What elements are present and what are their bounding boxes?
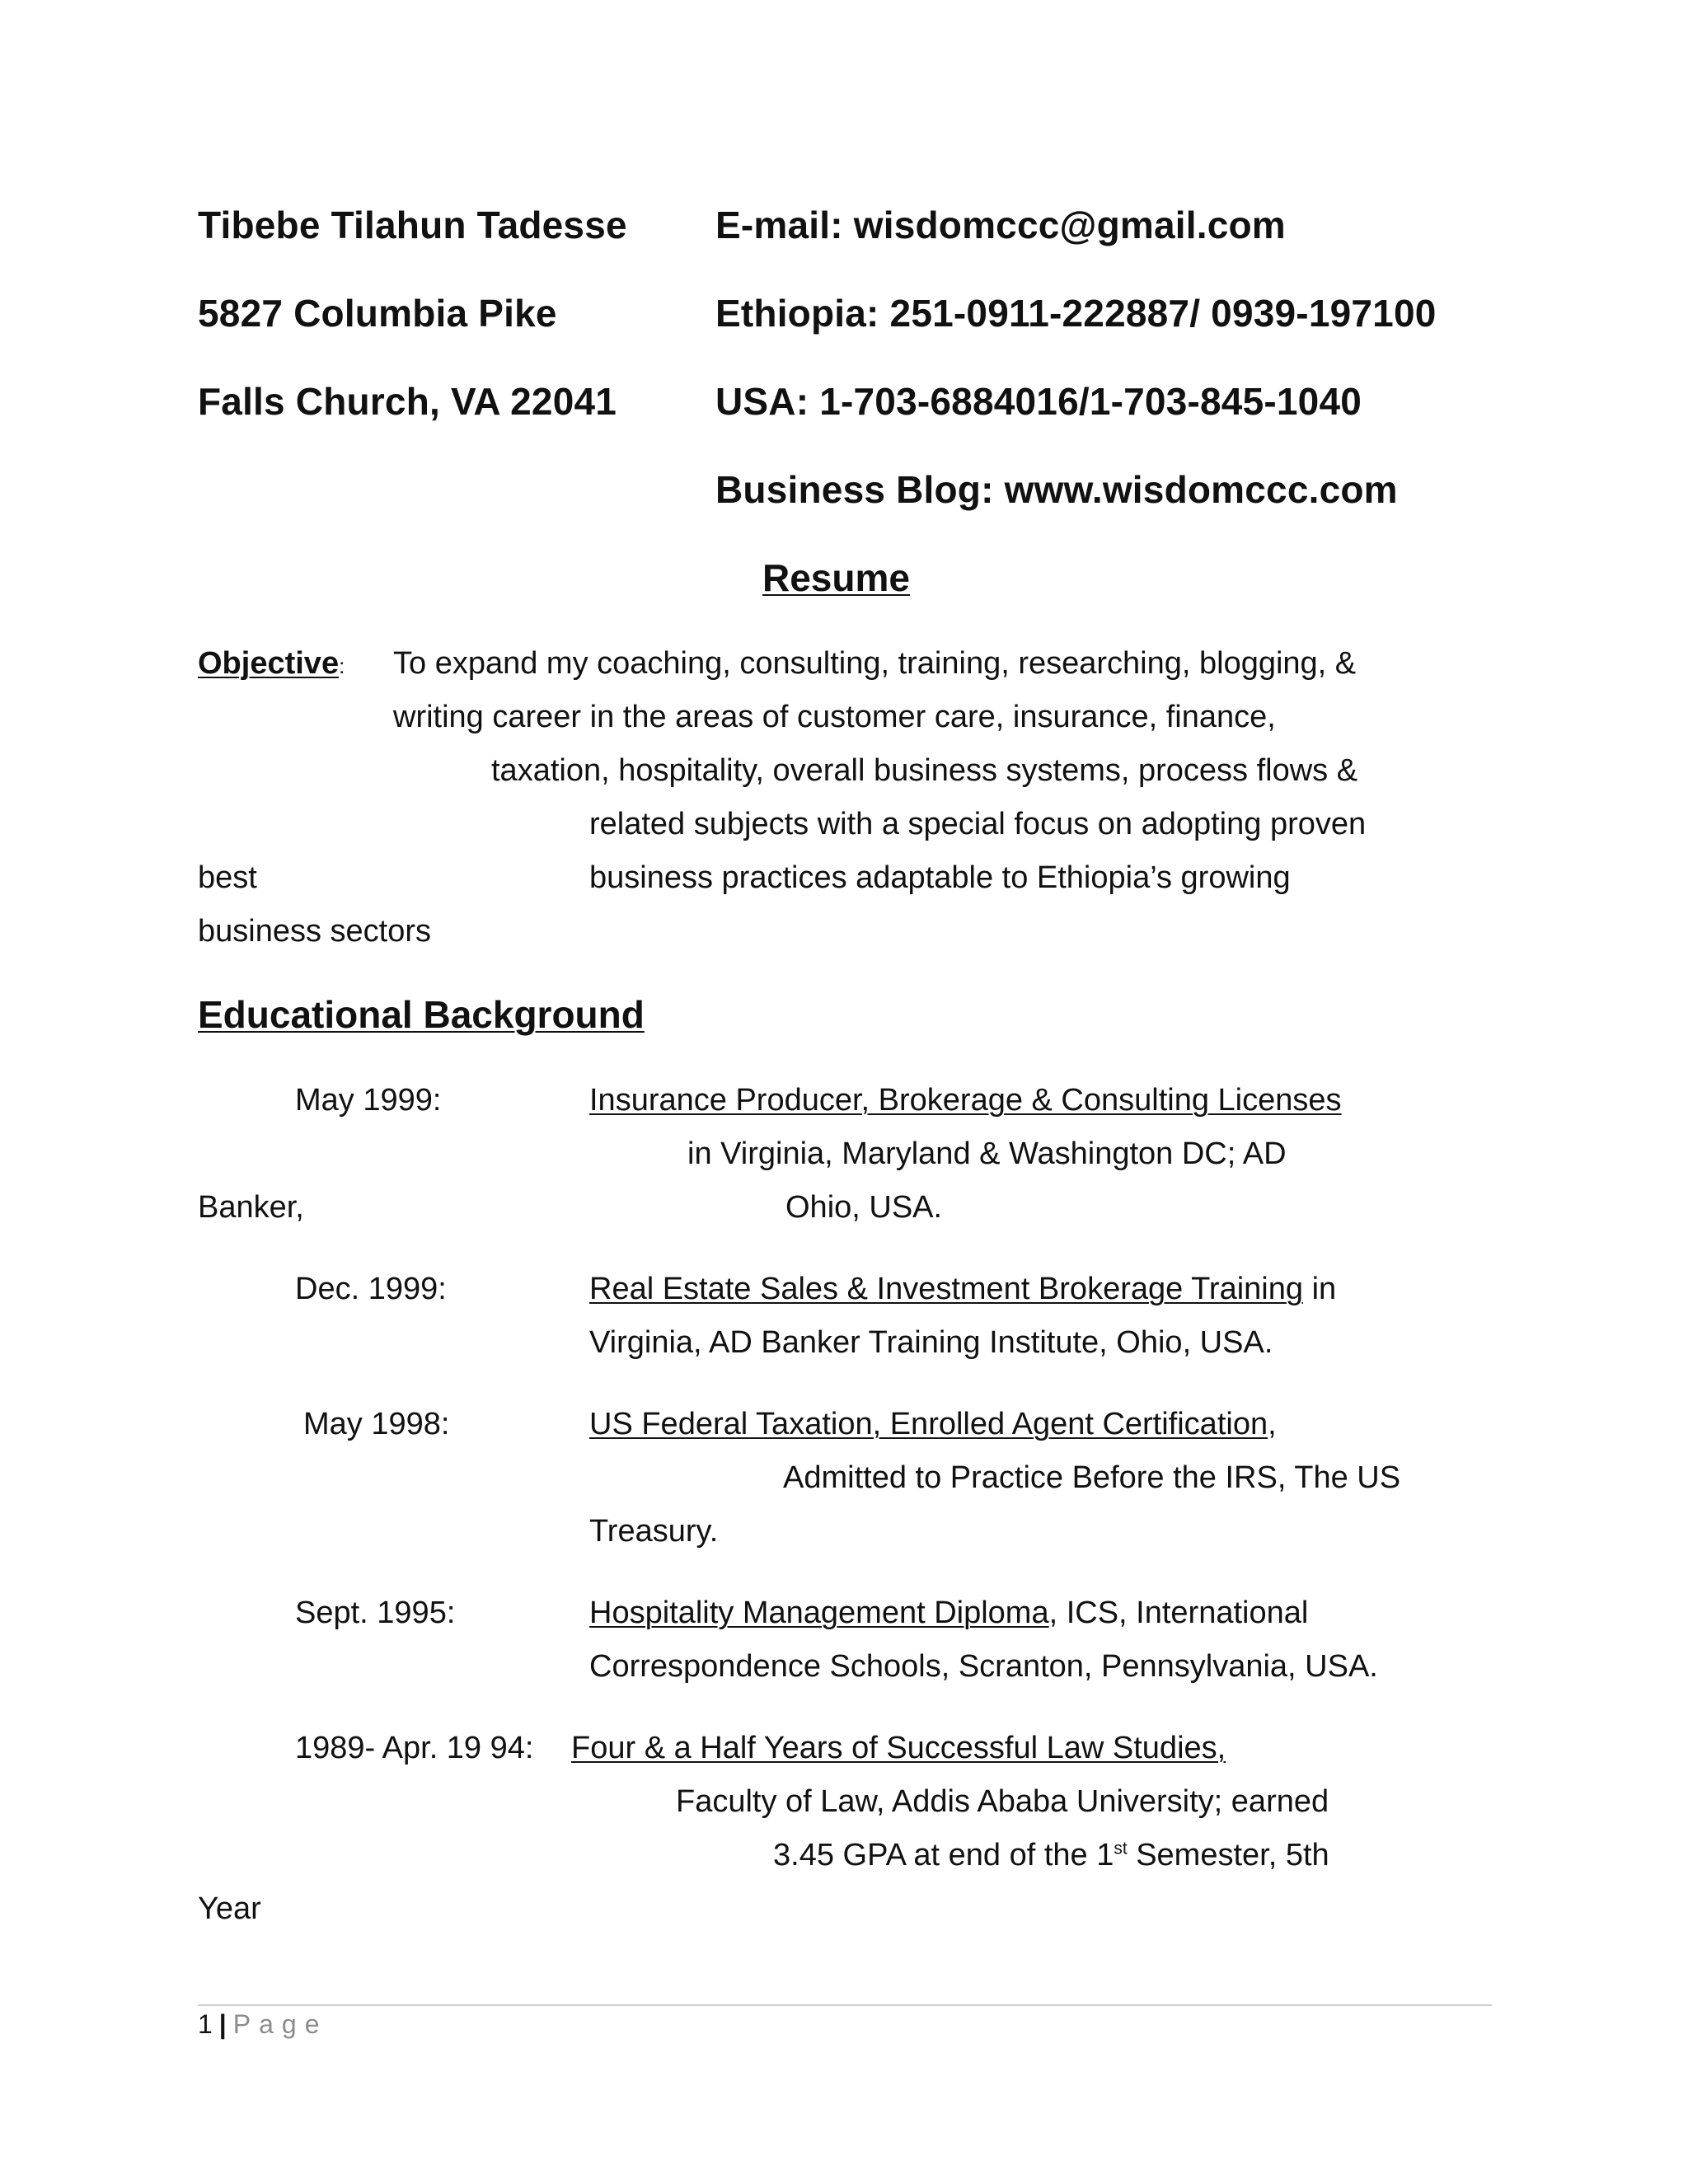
page-number: 1 bbox=[198, 2009, 213, 2039]
education-title-suffix: , bbox=[1268, 1407, 1277, 1441]
education-title-suffix: in bbox=[1303, 1272, 1337, 1306]
education-detail-line bbox=[773, 1840, 1329, 1871]
education-detail: Treasury. bbox=[589, 1514, 719, 1549]
candidate-name: Tibebe Tilahun Tadesse bbox=[198, 204, 627, 246]
objective-line-4: related subjects with a special focus on adopting proven bbox=[589, 807, 1367, 841]
education-date: Sept. 1995: bbox=[295, 1596, 456, 1630]
business-blog-line: Business Blog: www.wisdomccc.com bbox=[715, 468, 1398, 511]
education-title: Four & a Half Years of Successful Law Studies, bbox=[571, 1731, 1226, 1765]
usa-phone-line: USA: 1-703-6884016/1-703-845-1040 bbox=[715, 380, 1362, 423]
objective-label-line bbox=[198, 648, 345, 679]
footer-separator: | bbox=[218, 2009, 227, 2039]
education-detail: Admitted to Practice Before the IRS, The US bbox=[783, 1460, 1401, 1495]
education-detail: Banker, bbox=[198, 1190, 304, 1225]
objective-label: Objective bbox=[198, 646, 340, 681]
education-detail: 3.45 GPA at end of the 1 bbox=[773, 1838, 1114, 1872]
education-date: May 1998: bbox=[303, 1407, 450, 1441]
footer-divider bbox=[198, 2004, 1492, 2006]
education-detail: Ohio, USA. bbox=[785, 1190, 943, 1225]
email-line: E-mail: wisdomccc@gmail.com bbox=[715, 204, 1286, 246]
objective-line-1: To expand my coaching, consulting, training, researching, blogging, & bbox=[393, 646, 1357, 681]
objective-line-3: taxation, hospitality, overall business systems, process flows & bbox=[491, 753, 1358, 788]
education-date: May 1999: bbox=[295, 1083, 442, 1118]
ordinal-suffix: st bbox=[1114, 1839, 1128, 1858]
street-address: 5827 Columbia Pike bbox=[198, 292, 557, 335]
education-title-line bbox=[589, 1597, 1308, 1629]
education-date: 1989- Apr. 19 94: bbox=[295, 1731, 534, 1765]
education-title: Insurance Producer, Brokerage & Consulting Licenses bbox=[589, 1083, 1342, 1118]
objective-line-6: business sectors bbox=[198, 914, 432, 949]
page-footer bbox=[198, 2011, 327, 2037]
objective-line-5: business practices adaptable to Ethiopia’s growing bbox=[589, 860, 1291, 895]
education-title: US Federal Taxation, Enrolled Agent Certification bbox=[589, 1407, 1268, 1441]
education-detail: Correspondence Schools, Scranton, Pennsylvania, USA. bbox=[589, 1649, 1378, 1684]
education-title: Real Estate Sales & Investment Brokerage Training bbox=[589, 1272, 1304, 1306]
education-heading: Educational Background bbox=[198, 993, 645, 1036]
education-title-line bbox=[589, 1273, 1336, 1305]
education-detail: Year bbox=[198, 1891, 261, 1926]
education-detail: Semester, 5th bbox=[1127, 1838, 1329, 1872]
education-detail: in Virginia, Maryland & Washington DC; AD bbox=[687, 1137, 1287, 1171]
resume-title: Resume bbox=[762, 556, 910, 599]
objective-wrap-best: best bbox=[198, 860, 257, 895]
ethiopia-phone-line: Ethiopia: 251-0911-222887/ 0939-197100 bbox=[715, 292, 1437, 335]
city-state-zip: Falls Church, VA 22041 bbox=[198, 380, 617, 423]
objective-line-2: writing career in the areas of customer care, insurance, finance, bbox=[393, 700, 1276, 734]
education-detail: Faculty of Law, Addis Ababa University; earned bbox=[676, 1784, 1329, 1819]
education-date: Dec. 1999: bbox=[295, 1272, 447, 1306]
education-title: Hospitality Management Diploma bbox=[589, 1596, 1049, 1630]
education-detail: Virginia, AD Banker Training Institute, Ohio, USA. bbox=[589, 1325, 1273, 1360]
objective-colon: : bbox=[339, 654, 345, 678]
education-title-line bbox=[589, 1408, 1277, 1440]
page-label: Page bbox=[232, 2009, 328, 2039]
education-title-suffix: , ICS, International bbox=[1048, 1596, 1309, 1630]
